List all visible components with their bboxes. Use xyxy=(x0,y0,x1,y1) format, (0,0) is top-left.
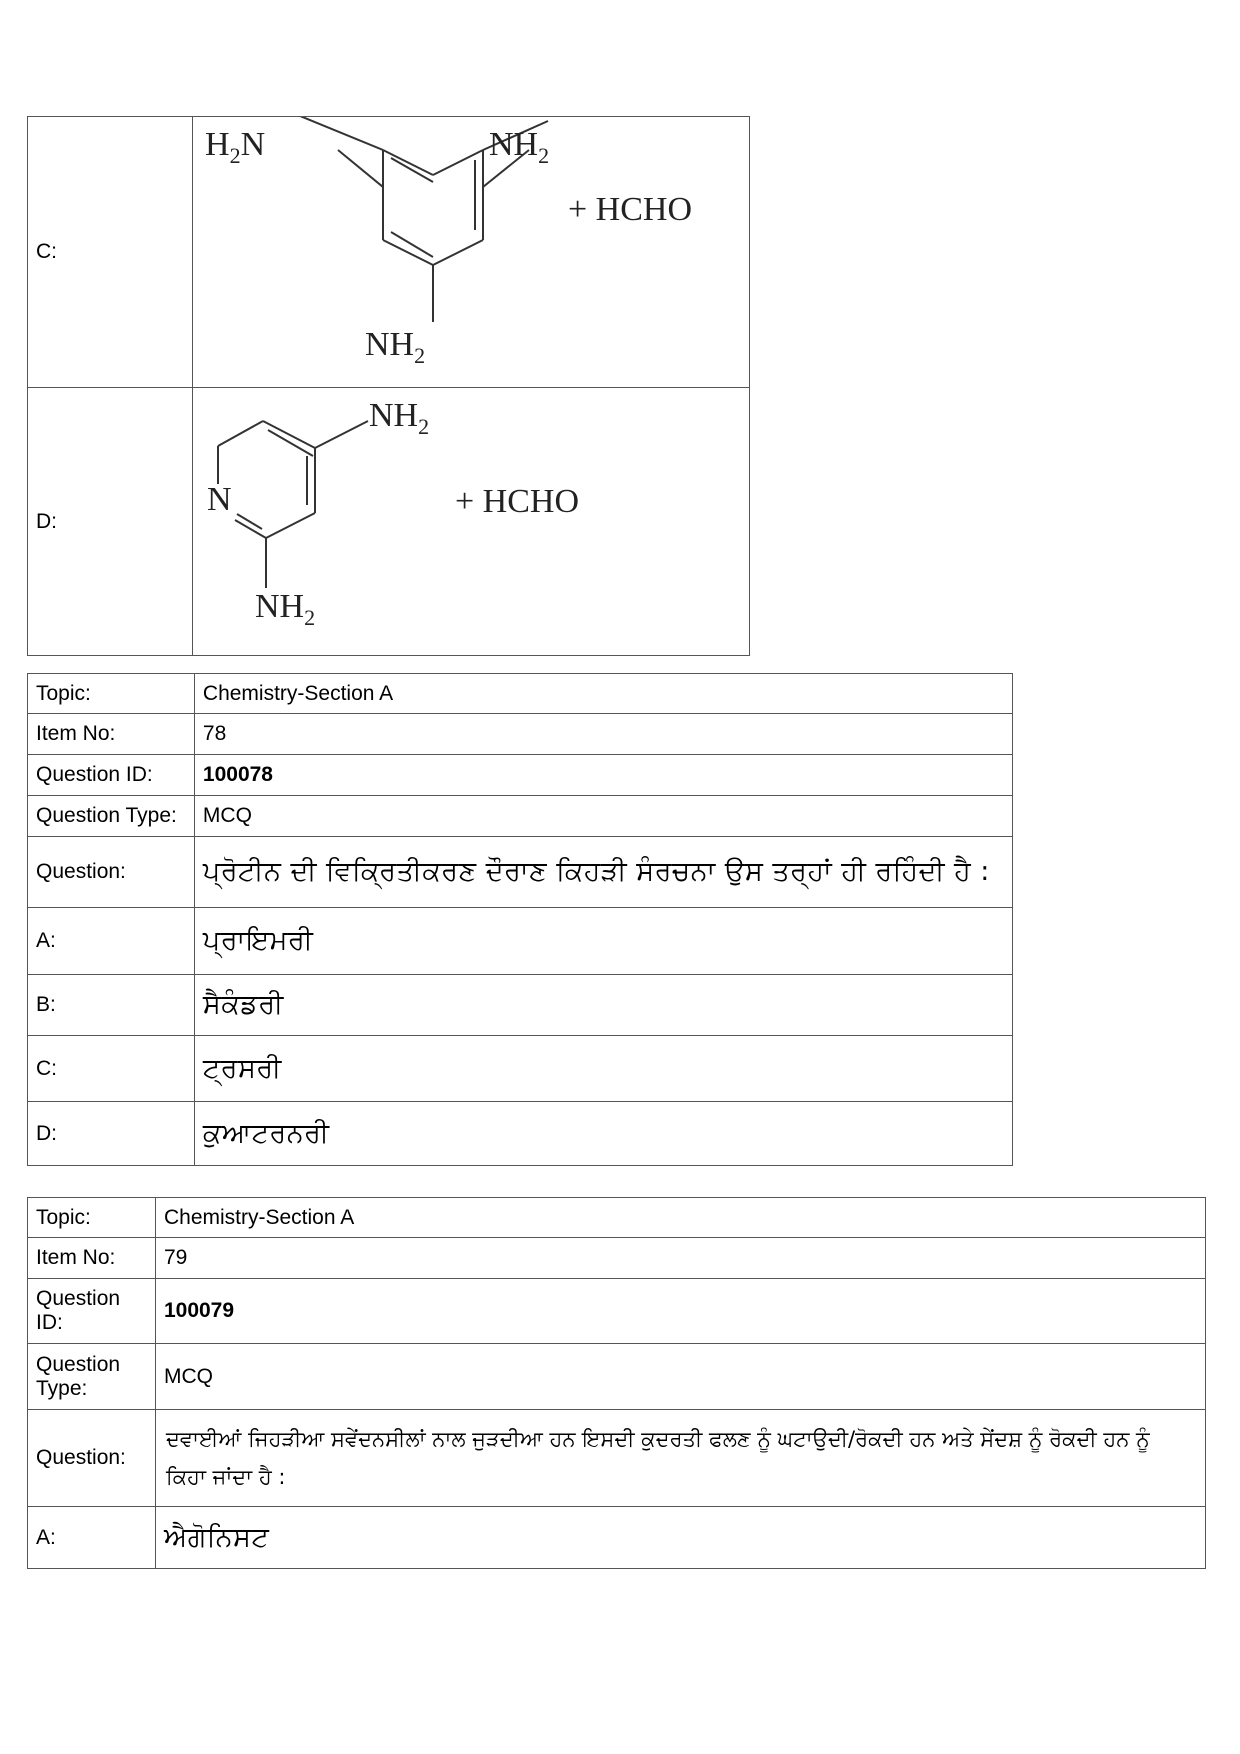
item-value: 79 xyxy=(155,1238,1205,1279)
option-row-c xyxy=(28,1036,1013,1102)
topic-row xyxy=(28,1198,1206,1238)
atom-label: NH xyxy=(489,126,539,163)
option-label: A: xyxy=(28,1507,156,1569)
option-text: ਐਗੋਨਿਸਟ xyxy=(155,1507,1205,1569)
question-type-row xyxy=(28,796,1013,837)
svg-text:NH2: $NH_2$ xyxy=(489,126,550,168)
triaminobenzene-structure-image xyxy=(193,117,749,381)
structure-cell xyxy=(193,388,750,656)
option-label: A: xyxy=(28,908,195,975)
item-row xyxy=(28,1238,1206,1279)
question-id-row xyxy=(28,1279,1206,1344)
option-text: ਪ੍ਰਾਇਮਰੀ xyxy=(194,908,1012,975)
option-label: C: xyxy=(28,1036,195,1102)
reagent-label: + HCHO xyxy=(455,483,580,520)
option-row-a xyxy=(28,1507,1206,1569)
option-label: B: xyxy=(28,975,195,1036)
reagent-label: + HCHO xyxy=(568,191,693,228)
atom-label: H xyxy=(205,126,230,163)
option-text: ਟ੍ਰਸਰੀ xyxy=(194,1036,1012,1102)
atom-label: NH xyxy=(255,588,305,625)
question-79-table xyxy=(27,1197,1206,1569)
topic-label: Topic: xyxy=(28,674,195,714)
question-id-label: Question ID: xyxy=(28,755,195,796)
topic-row xyxy=(28,674,1013,714)
question-type-value: MCQ xyxy=(194,796,1012,837)
question-type-row xyxy=(28,1344,1206,1410)
question-id-label: Question ID: xyxy=(28,1279,156,1344)
option-label: D: xyxy=(28,388,193,656)
option-label: C: xyxy=(28,117,193,388)
structure-options-table xyxy=(27,116,750,656)
item-label: Item No: xyxy=(28,714,195,755)
option-text: ਸੈਕੰਡਰੀ xyxy=(194,975,1012,1036)
option-row-b xyxy=(28,975,1013,1036)
atom-label: NH xyxy=(365,326,415,363)
question-id-row xyxy=(28,755,1013,796)
question-row xyxy=(28,837,1013,908)
question-text: ਦਵਾਈਆਂ ਜਿਹੜੀਆ ਸਵੇਂਦਨਸੀਲਾਂ ਨਾਲ ਜੁੜਦੀਆ ਹਨ ਇਸਦੀ ਕੁਦਰਤੀ ਫਲਣ ਨੂੰ ਘਟਾਉਦੀ/ਰੋਕਦੀ ਹਨ ਅਤੇ ਸੇਂਦਸ਼ ਨੂੰ ਰੋਕਦੀ ਹਨ ਨੂੰ ਕਿਹਾ ਜਾਂਦਾ ਹੈ : xyxy=(155,1410,1205,1507)
topic-value: Chemistry-Section A xyxy=(194,674,1012,714)
question-id-value: 100079 xyxy=(155,1279,1205,1344)
svg-text:NH2: $NH_2$ xyxy=(255,588,316,630)
question-text: ਪ੍ਰੋਟੀਨ ਦੀ ਵਿਕ੍ਰਿਤੀਕਰਣ ਦੌਰਾਣ ਕਿਹੜੀ ਸੰਰਚਨਾ ਉਸ ਤਰ੍ਹਾਂ ਹੀ ਰਹਿੰਦੀ ਹੈ : xyxy=(194,837,1012,908)
question-id-value: 100078 xyxy=(194,755,1012,796)
question-label: Question: xyxy=(28,1410,156,1507)
ring-nitrogen-label: N xyxy=(207,481,232,518)
item-label: Item No: xyxy=(28,1238,156,1279)
svg-text:NH2: $NH_2$ xyxy=(365,326,426,368)
question-type-value: MCQ xyxy=(155,1344,1205,1410)
atom-label: NH xyxy=(369,397,419,434)
option-row-d xyxy=(28,1102,1013,1166)
svg-text:H2N: $H_2N$ xyxy=(205,126,266,168)
diaminopyridine-structure-image xyxy=(193,388,749,649)
question-label: Question: xyxy=(28,837,195,908)
option-row-c xyxy=(28,117,750,388)
question-type-label: Question Type: xyxy=(28,1344,156,1410)
item-value: 78 xyxy=(194,714,1012,755)
option-text: ਕੁਆਟਰਨਰੀ xyxy=(194,1102,1012,1166)
question-78-table xyxy=(27,673,1013,1166)
option-row-d xyxy=(28,388,750,656)
item-row xyxy=(28,714,1013,755)
question-row xyxy=(28,1410,1206,1507)
structure-cell xyxy=(193,117,750,388)
question-type-label: Question Type: xyxy=(28,796,195,837)
topic-value: Chemistry-Section A xyxy=(155,1198,1205,1238)
option-row-a xyxy=(28,908,1013,975)
svg-text:NH2: $NH_2$ xyxy=(369,397,430,439)
option-label: D: xyxy=(28,1102,195,1166)
topic-label: Topic: xyxy=(28,1198,156,1238)
